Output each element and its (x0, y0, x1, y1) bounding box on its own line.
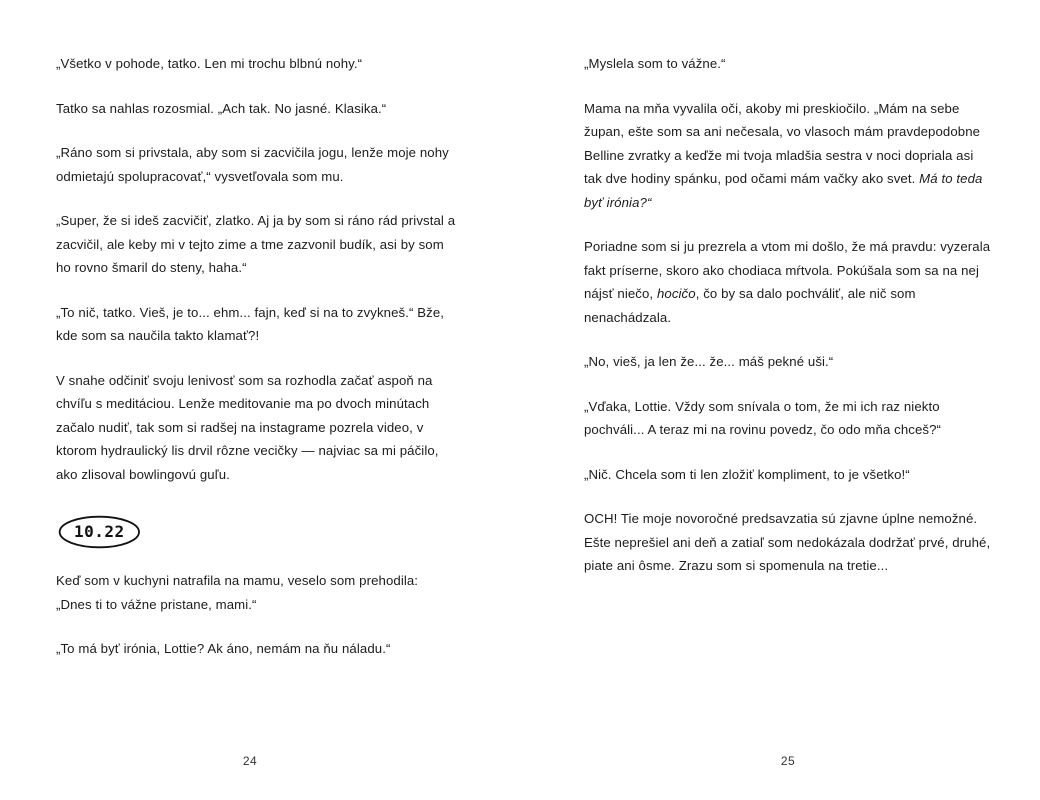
paragraph-text: Mama na mňa vyvalila oči, akoby mi preskiočilo. „Mám na sebe župan, ešte som sa ani nečesala, vo vlasoch mám pravdepodobne Belline zvratky a keďže mi tvoja mladšia sestra v noci dopriala asi tak dve hodiny spánku, pod očami mám vačky ako svet. (584, 100, 981, 186)
left-page-content (56, 52, 456, 661)
paragraph-italic: hocičo (656, 286, 696, 301)
paragraph: OCH! Tie moje novoročné predsavzatia sú zjavne úplne nemožné. Ešte neprešiel ani deň a zatiaľ som nedokázala dodržať prvé, druhé, piate ani ôsme. Zrazu som si spomenula na tretie... (584, 511, 991, 573)
paragraph: „Ráno som si privstala, aby som si zacvičila jogu, lenže moje nohy odmietajú spolupracovať,“ vysvetľovala som mu. (56, 145, 449, 184)
paragraph: Tatko sa nahlas rozosmial. „Ach tak. No jasné. Klasika.“ (56, 100, 387, 116)
paragraph-text: , čo by sa dalo pochváliť, ale nič som nenachádzala. (584, 286, 916, 325)
timestamp-text: 10.22 (74, 522, 125, 541)
right-page (520, 0, 1040, 800)
paragraph: „Super, že si ideš zacvičiť, zlatko. Aj ja by som si ráno rád privstal a zacvičil, ale keby mi v tejto zime a tme zazvonil budík, asi by som ho rovno šmaril do steny, haha.“ (56, 213, 456, 275)
paragraph: „Vďaka, Lottie. Vždy som snívala o tom, že mi ich raz niekto pochváli... A teraz mi na rovinu povedz, čo odo mňa chceš?“ (584, 398, 942, 437)
paragraph: „To nič, tatko. Vieš, je to... ehm... fajn, keď si na to zvykneš.“ Bže, kde som sa naučila takto klamať?! (56, 304, 445, 343)
paragraph: „No, vieš, ja len že... že... máš pekné uši.“ (584, 354, 834, 369)
paragraph: V snahe odčiniť svoju lenivosť som sa rozhodla začať aspoň na chvíľu s meditáciou. Lenže meditovanie ma po dvoch minútach začalo nudiť, tak som si radšej na instagrame pozrela video, v ktorom hydraulický lis drvil rôzne vecičky — najviac sa mi páčilo, ako zlisoval bowlingovú guľu. (56, 372, 439, 482)
paragraph: „Všetko v pohode, tatko. Len mi trochu blbnú nohy.“ (56, 56, 363, 71)
paragraph: „Nič. Chcela som ti len zložiť kompliment, to je všetko!“ (584, 466, 910, 482)
paragraph-with-italic (584, 97, 994, 215)
paragraph: „To má byť irónia, Lottie? Ak áno, nemám na ňu náladu.“ (56, 641, 391, 656)
right-page-content (584, 52, 994, 578)
timestamp-badge (58, 515, 141, 549)
paragraph-text: Poriadne som si ju prezrela a vtom mi došlo, že má pravdu: vyzerala fakt príserne, skoro ako chodiaca mŕtvola. Pokúšala som sa na nej nájsť niečo, (584, 239, 991, 301)
page-number: 24 (242, 754, 258, 768)
page-number: 25 (780, 754, 796, 768)
paragraph: Keď som v kuchyni natrafila na mamu, veselo som prehodila: „Dnes ti to vážne pristane, mami.“ (56, 573, 419, 612)
paragraph-italic: Má to teda byť irónia?“ (584, 171, 983, 210)
paragraph: „Myslela som to vážne.“ (584, 56, 726, 71)
paragraph-with-italic (584, 235, 994, 329)
